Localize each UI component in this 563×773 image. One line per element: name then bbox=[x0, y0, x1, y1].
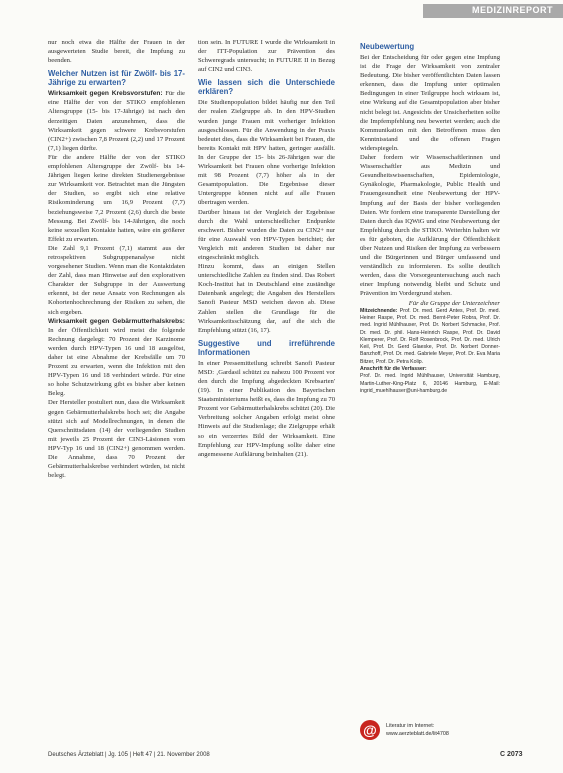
paragraph bbox=[48, 89, 185, 153]
internet-label: Literatur im Internet: bbox=[386, 723, 435, 729]
paragraph: Darüber hinaus ist der Vergleich der Ergebnisse durch die Wahl unterschiedlicher Endpunkte erschwert. Bisher wurden die Daten zu CIN2+ nur für eine Auswahl von HPV-Typen berichtet; der Vergleich mit anderen Studien ist daher nur eingeschränkt möglich. bbox=[198, 208, 335, 261]
cosigners-list: Prof. Dr. med. Gerd Antes, Prof. Dr. med. Heiner Raspe, Prof. Dr. med. Bernt-Peter Robra, Prof. Dr. med. Ingrid Mühlhauser, Prof. Dr. Norbert Schmacke, Prof. Dr. med. Dr. phil. Hans-Heinrich Raspe, Prof. Dr. David Klemperer, Prof. Dr. Rolf Rosenbrock, Prof. Dr. med. Ulrich Keil, Prof. Dr. Gerd Glaeske, Prof. Dr. Norbert Donner-Banzhoff, Prof. Dr. med. Gabriele Meyer, Prof. Dr. Eva Maria Bitzer, Prof. Dr. Petra Kolip. bbox=[360, 307, 500, 365]
column-2 bbox=[198, 38, 335, 459]
footer-page-number: C 2073 bbox=[500, 751, 523, 758]
paragraph: Für die andere Hälfte der von der STIKO empfohlenen Altersgruppe der Zwölf- bis 14-Jährigen liegen keine direkten Studienergebnisse zur Wirksamkeit vor. Betrachtet man die Jüngsten der Studien, so ergibt sich eine relative Risikominderung um 16,9 Prozent (7,7) beziehungsweise 7,2 Prozent (2,6) durch die beste Messung. Bei Zwölf- bis 14-Jährigen, die noch keine sexuellen Kontakte hatten, wäre ein größerer Effekt zu erwarten. bbox=[48, 153, 185, 243]
column-3 bbox=[360, 38, 500, 395]
at-sign-icon: @ bbox=[360, 720, 380, 740]
paragraph-text: In der Öffentlichkeit wird meist die folgende Rechnung dargelegt: 70 Prozent der Karzinome werden durch HPV-Typen 16 und 18 ausgelöst, daher ist eine Abnahme der Krebsfälle um 70 Prozent zu erwarten, wenn die Infektion mit den HPV-Typen 16 und 18 verhindert würde. Für eine so hohe Schutzwirkung gibt es bisher aber keinen Beleg. bbox=[48, 326, 185, 398]
heading-reassessment: Neubewertung bbox=[360, 42, 415, 51]
cosigners-label: Mitzeichnende: bbox=[360, 307, 398, 314]
paragraph: Hinzu kommt, dass an einigen Stellen unterschiedliche Zahlen zu finden sind. Das Robert Koch-Institut hat in Deutschland eine zuständige Datenbank angelegt; die Angaben des Herstellers Sanofi Pasteur MSD weichen davon ab. Diese Zahlen stellen die Grundlage für die Wirksamkeitsschätzung dar, auf die sich die Empfehlung stützt (16, 17). bbox=[198, 263, 335, 334]
lead-phrase: Wirksamkeit gegen Gebärmutterhalskrebs: bbox=[48, 317, 185, 325]
paragraph: Die Zahl 9,1 Prozent (7,1) stammt aus der retrospektiven Subgruppenanalyse nicht vorgesehener Studien. Wenn man die Kontaktdaten der Zahl, dass man Hinweise auf den explorativen Charakter der Subgruppe in der Auswertung erkennt, ist der neue Ansatz von Rechnungen als Kohortenhochrechnung der Risiken zu sehen, die sich ergeben. bbox=[48, 244, 185, 316]
address-label: Anschrift für die Verfasser: bbox=[360, 366, 427, 372]
heading-benefit: Welcher Nutzen ist für Zwölf- bis 17-Jährige zu erwarten? bbox=[48, 69, 185, 88]
heading-differences: Wie lassen sich die Unterschiede erklären? bbox=[198, 78, 335, 97]
paragraph-text: Für die eine Hälfte der von der STIKO empfohlenen Altersgruppe (15- bis 17-Jährige) ist nach den derzeitigen Daten anzunehmen, dass die Wirksamkeit gegen schwere Krebsvorstufen (CIN2+) zwischen 7,8 Prozent (2,2) und 17 Prozent (7,1) liegen dürfte. bbox=[48, 90, 185, 152]
paragraph bbox=[48, 317, 185, 399]
paragraph: Bei der Entscheidung für oder gegen eine Impfung ist die Frage der Wirksamkeit von zentraler Bedeutung. Die bisher veröffentlichten Daten lassen erkennen, dass die Impfung unter optimalen Bedingungen in einer Teilgruppe hoch wirksam ist, eine Wirkung auf die Gesamtpopulation aber bisher nicht belegt ist. Angesichts der Unsicherheiten sollte die Impfempfehlung neu bewertet werden; auch die Kommunikation mit den Betroffenen muss den Kenntnisstand und die offenen Fragen widerspiegeln. bbox=[360, 54, 500, 152]
address-text: Prof. Dr. med. Ingrid Mühlhauser, Universität Hamburg, Martin-Luther-King-Platz 6, 20146 Hamburg, E-Mail: ingrid_muehlhauser@uni-hamburg.de bbox=[360, 373, 500, 394]
signature-line: Für die Gruppe der Unterzeichner bbox=[408, 299, 500, 307]
paragraph: Die Studienpopulation bildet häufig nur den Teil der realen Zielgruppe ab. In den HPV-Studien wurden junge Frauen mit vorheriger Infektion ausgeschlossen. Für die Anwendung in der Praxis bedeutet dies, dass die Wirksamkeit bei Frauen, die bereits Kontakt mit HPV hatten, geringer ausfällt. In der Gruppe der 15- bis 26-Jährigen war die Wirksamkeit bei Frauen ohne vorherige Infektion mit 98 Prozent (7,7) höher als in der Gesamtpopulation. Die Ergebnisse dieser Untergruppe können nicht auf alle Frauen übertragen werden. bbox=[198, 99, 335, 207]
paragraph: Daher fordern wir Wissenschaftlerinnen und Wissenschaftler aus Medizin und Gesundheitswissenschaften, Epidemiologie, Gynäkologie, Pharmakologie, Public Health und Frauengesundheit eine Neubewertung der HPV-Impfung auf der Basis der bisher vorliegenden Daten. Wir fordern eine transparente Darstellung der Daten durch das IQWiG und eine Neubewertung der Empfehlung durch die STIKO. Weiterhin halten wir es für geboten, die Aufklärung der Öffentlichkeit über Nutzen und Risiken der Impfung zu verbessern und die Bürgerinnen und Bürger umfassend und verständlich zu informieren. Es sollte deutlich werden, dass die Vorsorgeuntersuchung auch nach einer Impfung notwendig bleibt und Schutz und Prävention im Vordergrund stehen. bbox=[360, 154, 500, 298]
internet-reference bbox=[360, 720, 480, 742]
lead-phrase: Wirksamkeit gegen Krebsvorstufen: bbox=[48, 90, 163, 98]
column-1 bbox=[48, 38, 185, 480]
intro-paragraph: nur noch etwa die Hälfte der Frauen in der ausgewerteten Studie bereit, die Impfung zu beenden. bbox=[48, 39, 185, 65]
paragraph: Der Hersteller postuliert nun, dass die Wirksamkeit gegen Gebärmutterhalskrebs hoch sei; die Angabe stützt sich auf Modellrechnungen, in denen die Querschnittsdaten (14) der vorliegenden Studien mit jeweils 25 Prozent der CIN3-Läsionen vom HPV-Typ 16 und 18 (CIN2+) genommen werden. Die Annahme, dass 70 Prozent der Gebärmutterhalskrebse verhindert würden, ist nicht belegt. bbox=[48, 399, 185, 480]
internet-link[interactable]: www.aerzteblatt.de/lit4708 bbox=[386, 731, 449, 737]
section-label: MEDIZINREPORT bbox=[471, 5, 553, 15]
author-address bbox=[360, 366, 500, 395]
paragraph: In einer Pressemitteilung schreibt Sanofi Pasteur MSD: ‚Gardasil schützt zu nahezu 100 Prozent vor den durch die Impfung abgedeckten Krebsarten' (19). In einer Publikation des Bayerischen Staatsministeriums heißt es, dass die Impfung zu 70 Prozent vor Gebärmutterhalskrebs schützt (20). Die Verbreitung solcher Angaben erfolgt meist ohne Hinweis auf die Studienlage; die Zielgruppe erhält so ein verzerrtes Bild der Wirksamkeit. Eine Empfehlung zur HPV-Impfung sollte daher eine angemessene Aufklärung beinhalten (21). bbox=[198, 359, 335, 458]
footer-journal: Deutsches Ärzteblatt | Jg. 105 | Heft 47 | 21. November 2008 bbox=[48, 752, 210, 758]
cosigners bbox=[360, 308, 500, 366]
heading-misleading-info: Suggestive und irreführende Informationen bbox=[198, 338, 335, 357]
paragraph: tion sein. In FUTURE I wurde die Wirksamkeit in der ITT-Population zur Prävention des Schweregrads untersucht; in FUTURE II in Bezug auf CIN2 und CIN3. bbox=[198, 39, 335, 74]
